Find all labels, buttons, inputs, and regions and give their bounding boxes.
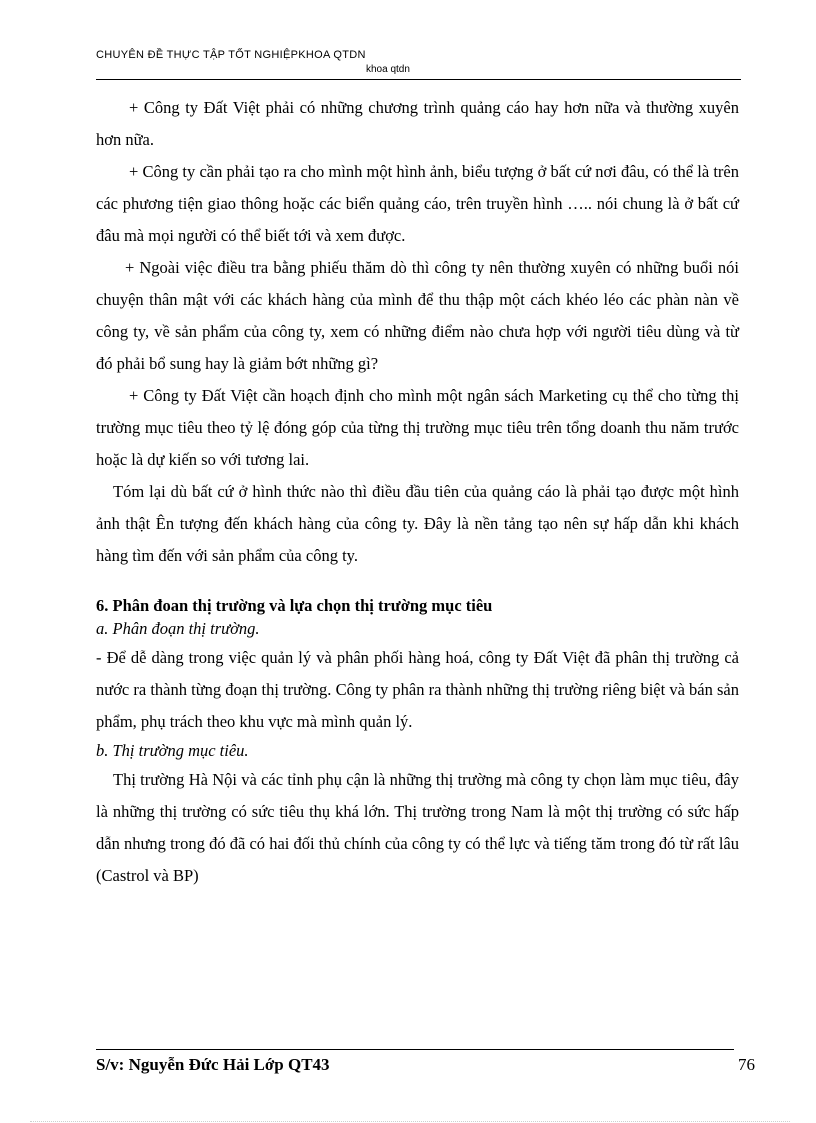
paragraph-summary: Tóm lại dù bất cứ ở hình thức nào thì điều đầu tiên của quảng cáo là phải tạo được một hình ảnh thật Ên tượng đến khách hàng của công ty. Đây là nền tảng tạo nên sự hấp dẫn khi khách hàng tìm đến với sản phẩm của công ty. (96, 482, 739, 565)
page-edge-divider (30, 1121, 790, 1122)
subsection-a-title: a. Phân đoạn thị trường. (96, 619, 260, 638)
page-header-subtitle: khoa qtdn (366, 64, 410, 75)
page-header-title: CHUYÊN ĐỀ THỰC TẬP TỐT NGHIỆPKHOA QTDN (96, 49, 366, 61)
paragraph-advertising-programs: + Công ty Đất Việt phải có những chương trình quảng cáo hay hơn nữa và thường xuyên hơn nữa. (96, 98, 739, 149)
paragraph-target-market: Thị trường Hà Nội và các tỉnh phụ cận là những thị trường mà công ty chọn làm mục tiêu, đây là những thị trường có sức tiêu thụ khá lớn. Thị trường trong Nam là một thị trường có sức hấp dẫn nhưng trong đó đã có hai đối thủ chính của công ty có thể lực và tiếng tăm trong đó từ rất lâu (Castrol và BP) (96, 770, 739, 885)
footer-author: S/v: Nguyễn Đức Hải Lớp QT43 (96, 1055, 330, 1074)
paragraph-brand-image: + Công ty cần phải tạo ra cho mình một hình ảnh, biểu tượng ở bất cứ nơi đâu, có thể là trên các phương tiện giao thông hoặc các biển quảng cáo, trên truyền hình ….. nói chung là ở bất cứ đâu mà mọi người có thể biết tới và xem được. (96, 162, 739, 245)
paragraph-marketing-budget: + Công ty Đất Việt cần hoạch định cho mình một ngân sách Marketing cụ thể cho từng thị trường mục tiêu theo tỷ lệ đóng góp của từng thị trường mục tiêu trên tổng doanh thu năm trước hoặc là dự kiến so với tương lai. (96, 386, 739, 469)
page-number: 76 (738, 1055, 755, 1074)
header-rule (96, 79, 741, 80)
section-heading: 6. Phân đoan thị trường và lựa chọn thị trường mục tiêu (96, 596, 493, 615)
subsection-b-title: b. Thị trường mục tiêu. (96, 741, 249, 760)
paragraph-segmentation: - Để dễ dàng trong việc quản lý và phân phối hàng hoá, công ty Đất Việt đã phân thị trường cả nước ra thành từng đoạn thị trường. Công ty phân ra thành những thị trường riêng biệt và bán sản phẩm, phụ trách theo khu vực mà mình quản lý. (96, 648, 739, 731)
document-body (96, 92, 739, 892)
footer-rule (96, 1049, 734, 1050)
paragraph-customer-talks: + Ngoài việc điều tra bằng phiếu thăm dò thì công ty nên thường xuyên có những buổi nói chuyện thân mật với các khách hàng của mình để thu thập một cách khéo léo các phàn nàn về công ty, về sản phẩm của công ty, xem có những điểm nào chưa hợp với người tiêu dùng và từ đó phải bổ sung hay là giảm bớt những gì? (96, 258, 739, 373)
